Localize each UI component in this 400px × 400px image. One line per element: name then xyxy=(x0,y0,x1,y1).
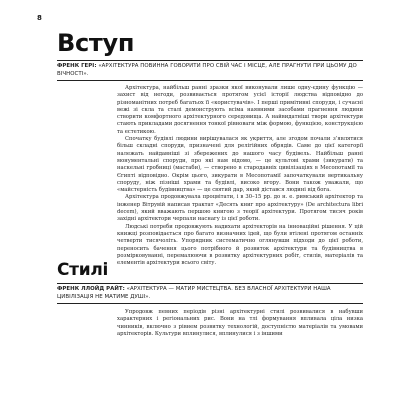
divider-bottom xyxy=(57,80,363,81)
epigraph-author: ФРЕНК ГЕРІ: xyxy=(57,63,97,69)
epigraph-intro xyxy=(57,62,363,78)
paragraph: Спочатку будівлі людини вирішувалася як укриття, але згодом почали з’являтися більш складні споруди, призначені для релігійних обрядів. Саме до цієї категорії належать найдавніші зі збережених до нашого часу будівель. Найбільш ранні монументальні споруди, про які нам відомо, — це культові храми (зикурати) та наскельні гробниці (мастаби), — створено в стародавніх цивілізаціях в Месопотамії та Єгипті відповідно. Окрім цього, зикурати в Месопотамії започаткували вертикальну споруду, ніж пізніші храми та будівлі, високо вгору. Вони також уважали, що «майстерність будівництва» — це святий дар, який дістався людині від бога. xyxy=(117,136,363,194)
styles-body xyxy=(117,309,363,338)
section-title-styles: Стилі xyxy=(57,260,109,280)
intro-body xyxy=(117,85,363,267)
divider-top xyxy=(57,60,363,61)
paragraph: Людські потреби продовжують надихати архітекторів на інноваційні рішення. У цій книжці розповідається про багато визначних ідей, що були втілені протягом останніх четверти тисячоліть. Упорядник систематично оглянувши підходи до цієї роботи, переносить бачення цього потрібного й розвиток архітектури та будівництва в розмірковуванні, перемалюючи в розвитку архітектурних робіт, стилів, матеріалів та елементів архітектури всього світу. xyxy=(117,223,363,267)
divider-bottom xyxy=(57,303,363,304)
paragraph: Архітектура продовжувала процвітати, і в 30–15 рр. до н. е. римський архітектор та інженер Вітрувій написав трактат «Десять книг про архітектуру» (De architectura libri decem), який вважають першою книгою з теорії архітектури. Протягом тисяч років західні архітектори черпали наснагу із цієї роботи. xyxy=(117,194,363,223)
epigraph-text: «АРХІТЕКТУРА — МАТИР МИСТЕЦТВА. БЕЗ ВЛАСНОЇ АРХІТЕКТУРИ НАША ЦИВІЛІЗАЦІЯ НЕ МАТИМЕ ДУШІ». xyxy=(57,286,331,300)
paragraph: Архітектура, найбільш ранні зразки якої виконували лише одну-єдину функцію — захист від негоди, розвивається протягом усієї історії людства відповідно до різноманітних потреб багатьох її «користувачів». І перші примітивні споруди, і сучасні вежі зі скла та сталі демонструють всіма наявними засобами прагнення людини створити комфортного архітектурного середовища. А найвидатніші твори архітектури стають прикладами досягнення тонкої рівноваги між формою, функцією, конструкцією та естетикою. xyxy=(117,85,363,135)
divider-top xyxy=(57,283,363,284)
epigraph-styles xyxy=(57,285,363,301)
epigraph-text: «АРХІТЕКТУРА ПОВИННА ГОВОРИТИ ПРО СВІЙ ЧАС І МІСЦЕ, АЛЕ ПРАГНУТИ ПРИ ЦЬОМУ ДО ВІЧНОСТІ». xyxy=(57,63,357,77)
section-title-intro: Вступ xyxy=(57,29,135,57)
epigraph-author: ФРЕНК ЛЛОЙД РАЙТ: xyxy=(57,286,125,292)
paragraph: Упродовж певних періодів різні архітектурні стилі розвивалися в набувши характерних і регіональних рис. Вони на тлі формування впливала ціла низка чинників, включно з рівнем розвитку технологій, доступністю матеріалів та умовами архітекторів. Культури вплинулися, вплинулися і з іншими xyxy=(117,309,363,337)
page-number: 8 xyxy=(37,14,42,22)
